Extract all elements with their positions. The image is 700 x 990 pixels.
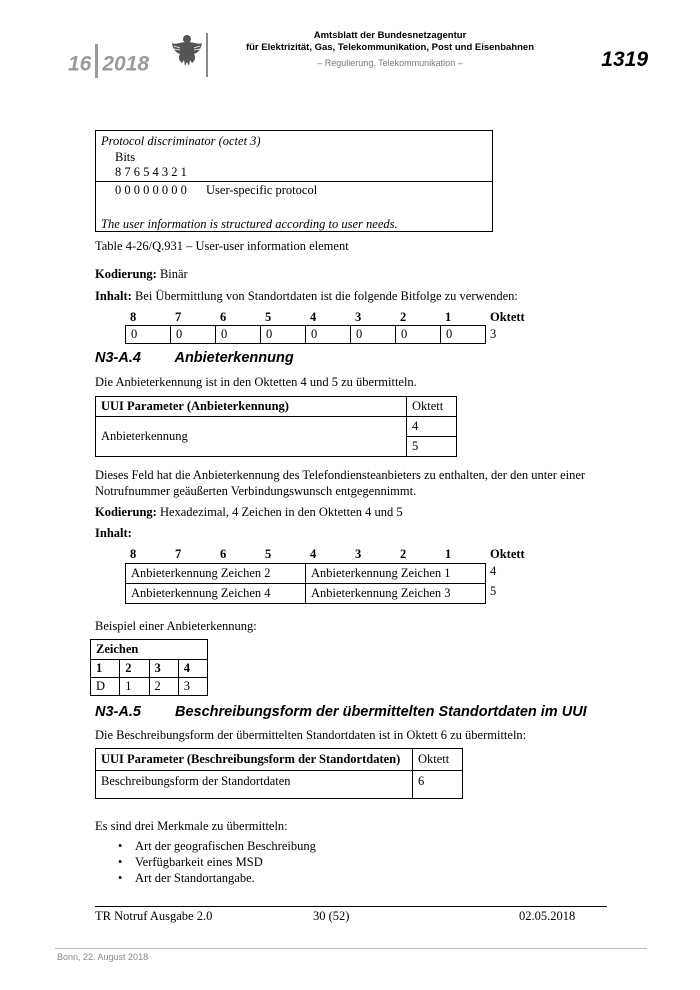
protocol-code-meaning: User-specific protocol	[206, 183, 318, 197]
anbieter-zeichen-1: Anbieterkennung Zeichen 1	[306, 564, 486, 584]
bit-header-3: 3	[355, 310, 362, 324]
section-a5-intro: Die Beschreibungsform der übermittelten Standortdaten ist in Oktett 6 zu übermitteln:	[95, 728, 527, 742]
table-row	[126, 564, 486, 584]
bit-header-2: 2	[400, 310, 407, 324]
bit-values-row	[125, 325, 486, 344]
zeichen-val-1: D	[91, 678, 120, 696]
bit2-header-8: 8	[130, 547, 137, 561]
protocol-box-divider	[96, 181, 492, 182]
bit-header-6: 6	[220, 310, 227, 324]
bit-value-6: 0	[216, 326, 261, 344]
protocol-title: Protocol discriminator (octet 3)	[101, 134, 261, 148]
gazette-title-line2: für Elektrizität, Gas, Telekommunikation, Post und Eisenbahnen	[245, 42, 535, 53]
section-a4-intro: Die Anbieterkennung ist in den Oktetten 4 und 5 zu übermitteln.	[95, 375, 417, 389]
example-label: Beispiel einer Anbieterkennung:	[95, 619, 257, 633]
bits-values: 8 7 6 5 4 3 2 1	[115, 165, 187, 179]
bits-label: Bits	[115, 150, 136, 164]
kodierung-hex-label: Kodierung:	[95, 505, 157, 519]
protocol-note: The user information is structured according to user needs.	[101, 217, 398, 231]
zeichen-header: Zeichen	[91, 640, 208, 660]
inhalt-value: Bei Übermittlung von Standortdaten ist die folgende Bitfolge zu verwenden:	[134, 289, 518, 303]
zeichen-col-4: 4	[178, 660, 207, 678]
anbieter-zeichen-4: Anbieterkennung Zeichen 4	[126, 584, 306, 604]
zeichen-val-2: 1	[120, 678, 149, 696]
table-caption: Table 4-26/Q.931 – User-user information element	[95, 239, 349, 253]
kodierung-hex	[95, 505, 403, 520]
merkmale-list	[113, 839, 316, 887]
zeichen-val-4: 3	[178, 678, 207, 696]
bit-value-2: 0	[396, 326, 441, 344]
section-a4-desc-line2: Notrufnummer geäußerten Verbindungswunsch entgegennimmt.	[95, 484, 417, 498]
kodierung-value: Binär	[159, 267, 188, 281]
gazette-title-line1: Amtsblatt der Bundesnetzagentur	[313, 30, 467, 41]
kodierung-hex-value: Hexadezimal, 4 Zeichen in den Oktetten 4 und 5	[159, 505, 403, 519]
uui-table-anbieterkennung	[95, 396, 457, 457]
bottom-divider	[55, 948, 647, 949]
federal-eagle-icon	[170, 33, 204, 71]
bit-header-4: 4	[310, 310, 317, 324]
section-heading-a5	[95, 704, 587, 720]
inhalt-label: Inhalt:	[95, 289, 132, 303]
bit-value-3: 0	[351, 326, 396, 344]
zeichen-col-3: 3	[149, 660, 178, 678]
bit-value-4: 0	[306, 326, 351, 344]
uui-oktett-5: 5	[407, 437, 457, 457]
bit-value-5: 0	[261, 326, 306, 344]
bottom-note: Bonn, 22. August 2018	[57, 952, 149, 962]
zeichen-col-1: 1	[91, 660, 120, 678]
uui-a5-oktett-header: Oktett	[413, 749, 463, 771]
zeichen-col-2: 2	[120, 660, 149, 678]
section-heading-a4	[95, 350, 294, 366]
uui-oktett-4: 4	[407, 417, 457, 437]
issue-number-value: 16	[68, 52, 92, 76]
anbieter-bit-rows	[125, 563, 486, 604]
uui-a5-oktett-value: 6	[413, 771, 463, 799]
header-divider	[206, 33, 208, 77]
bit-value-1: 0	[441, 326, 486, 344]
oktett-header: Oktett	[490, 310, 525, 324]
footer-page: 30 (52)	[313, 909, 350, 923]
anbieter-oktett-5: 5	[490, 584, 497, 598]
bit-header-1: 1	[445, 310, 452, 324]
list-item: • Verfügbarkeit eines MSD	[113, 855, 316, 871]
protocol-discriminator-box	[95, 130, 493, 232]
section-a4-desc-line1: Dieses Feld hat die Anbieterkennung des Telefondiensteanbieters zu enthalten, der den unter einer	[95, 468, 586, 482]
section-title-a5: Beschreibungsform der übermittelten Standortdaten im UUI	[175, 704, 587, 720]
table-row	[126, 584, 486, 604]
uui-oktett-header: Oktett	[407, 397, 457, 417]
issue-number	[68, 48, 149, 82]
bit-table-anbieterkennung	[125, 547, 545, 607]
bit-value-8: 0	[126, 326, 171, 344]
issue-year: 2018	[102, 52, 150, 76]
anbieter-oktett-4: 4	[490, 564, 497, 578]
section-number-a4: N3-A.4	[95, 350, 141, 366]
bit2-header-4: 4	[310, 547, 317, 561]
protocol-code: 0 0 0 0 0 0 0 0	[115, 183, 187, 197]
bit2-header-3: 3	[355, 547, 362, 561]
kodierung-binary	[95, 267, 188, 282]
list-item: • Art der Standortangabe.	[113, 871, 316, 887]
bit-header-5: 5	[265, 310, 272, 324]
bit2-header-5: 5	[265, 547, 272, 561]
bit-table-octet3	[125, 310, 545, 346]
anbieter-zeichen-2: Anbieterkennung Zeichen 2	[126, 564, 306, 584]
bit-header-8: 8	[130, 310, 137, 324]
merkmale-intro: Es sind drei Merkmale zu übermitteln:	[95, 819, 288, 833]
page-number: 1319	[601, 48, 648, 71]
uui-param-header: UUI Parameter (Anbieterkennung)	[96, 397, 407, 417]
uui-table-beschreibungsform	[95, 748, 463, 799]
section-number-a5: N3-A.5	[95, 704, 141, 720]
bit2-header-2: 2	[400, 547, 407, 561]
uui-row-label: Anbieterkennung	[96, 417, 407, 457]
anbieter-zeichen-3: Anbieterkennung Zeichen 3	[306, 584, 486, 604]
gazette-title	[215, 30, 565, 54]
issue-divider	[95, 44, 98, 78]
bit2-header-7: 7	[175, 547, 182, 561]
section-title-a4: Anbieterkennung	[174, 350, 294, 366]
bit-header-7: 7	[175, 310, 182, 324]
kodierung-label: Kodierung:	[95, 267, 157, 281]
bit2-header-1: 1	[445, 547, 452, 561]
oktett-value: 3	[490, 327, 497, 341]
inhalt-label-a4: Inhalt:	[95, 526, 132, 540]
inhalt-bitfolge	[95, 289, 518, 304]
bit2-header-6: 6	[220, 547, 227, 561]
uui-a5-row-label: Beschreibungsform der Standortdaten	[96, 771, 413, 799]
bit-value-7: 0	[171, 326, 216, 344]
bit2-oktett-header: Oktett	[490, 547, 525, 561]
footer-divider	[95, 906, 607, 907]
zeichen-val-3: 2	[149, 678, 178, 696]
example-zeichen-table	[90, 639, 208, 696]
footer-date: 02.05.2018	[519, 909, 576, 923]
footer-left: TR Notruf Ausgabe 2.0	[95, 909, 213, 923]
gazette-subtitle: – Regulierung, Telekommunikation –	[317, 58, 463, 68]
list-item: • Art der geografischen Beschreibung	[113, 839, 316, 855]
uui-a5-param-header: UUI Parameter (Beschreibungsform der Standortdaten)	[96, 749, 413, 771]
